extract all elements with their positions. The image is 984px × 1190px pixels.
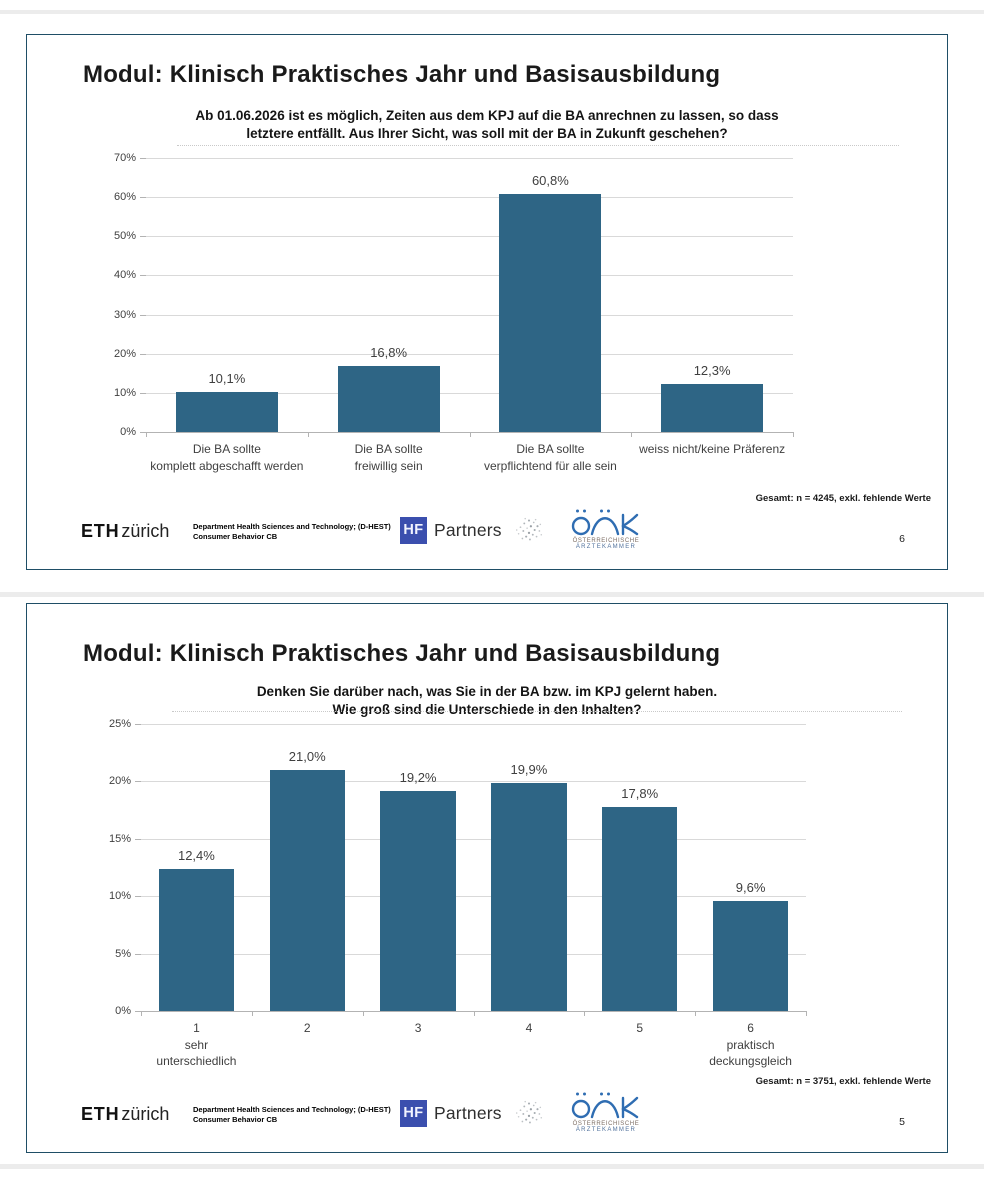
oak-text-line: ÄRZTEKAMMER (575, 544, 637, 550)
oak-logo (566, 507, 646, 550)
bar-value-label: 21,0% (288, 748, 326, 764)
eth-logo-rest: zürich (121, 521, 170, 541)
bar (338, 366, 440, 432)
gridline (146, 236, 793, 237)
hf-logo-mark: HF (400, 517, 427, 544)
bar-value-label: 19,9% (510, 761, 548, 777)
chart-question-line: letztere entfällt. Aus Ihrer Sicht, was soll mit der BA in Zukunft geschehen? (246, 126, 728, 141)
y-axis-tick (135, 954, 141, 955)
hf-logo-mark: HF (400, 1100, 427, 1127)
slide-title: Modul: Klinisch Praktisches Jahr und Basisausbildung (83, 61, 721, 88)
bar (713, 901, 788, 1011)
page-divider (0, 592, 984, 597)
oak-glyph-icon (571, 1090, 641, 1120)
y-tick-label: 60% (113, 191, 136, 204)
sample-size-note: Gesamt: n = 3751, exkl. fehlende Werte (755, 1076, 931, 1087)
y-axis-tick (140, 393, 146, 394)
oak-glyph-icon (571, 507, 641, 537)
x-axis-tick (470, 432, 471, 437)
page-divider (0, 10, 984, 14)
chart-question-line: Denken Sie darüber nach, was Sie in der BA bzw. im KPJ gelernt haben. (256, 684, 718, 699)
bar (176, 392, 278, 432)
department-label (193, 522, 391, 542)
eth-logo-rest: zürich (121, 1104, 170, 1124)
chart-area-border (177, 145, 899, 146)
eth-zurich-logo (81, 521, 169, 542)
page-divider (0, 1164, 984, 1169)
gridline (141, 724, 806, 725)
gridline (141, 839, 806, 840)
y-axis-tick (140, 236, 146, 237)
chart-question (27, 107, 947, 143)
slide-title: Modul: Klinisch Praktisches Jahr und Basisausbildung (83, 640, 721, 667)
gridline (146, 354, 793, 355)
department-label (193, 1105, 391, 1125)
x-category-label: 3 (414, 1021, 422, 1035)
oak-text-line: ÖSTERREICHISCHE (572, 1121, 640, 1127)
chart-area-border (172, 711, 902, 712)
bar-value-label: 16,8% (370, 345, 408, 361)
gridline (146, 197, 793, 198)
department-line: Consumer Behavior CB (193, 1115, 278, 1124)
slide-footer (81, 1090, 927, 1138)
hf-logo-name: Partners (434, 1102, 502, 1123)
x-axis-tick (146, 432, 147, 437)
bar-value-label: 9,6% (735, 879, 766, 895)
gridline (141, 954, 806, 955)
x-category-label: 6 praktisch deckungsgleich (709, 1021, 792, 1068)
y-axis-tick (140, 158, 146, 159)
bar-chart (113, 152, 793, 473)
sample-size-note: Gesamt: n = 4245, exkl. fehlende Werte (755, 493, 931, 504)
eth-logo-bold: ETH (81, 1104, 120, 1124)
x-category-label: 5 (636, 1021, 644, 1035)
bar (602, 807, 677, 1011)
gridline (141, 781, 806, 782)
chart-question (27, 683, 947, 719)
x-axis-tick (793, 432, 794, 437)
y-tick-label: 0% (115, 1005, 131, 1017)
x-category-label: 2 (303, 1021, 311, 1035)
x-category-label: Die BA sollte freiwillig sein (354, 442, 423, 473)
x-axis-tick (584, 1011, 585, 1016)
chart-question-line: Wie groß sind die Unterschiede in den Inhalten? (332, 702, 642, 717)
y-axis-tick (135, 896, 141, 897)
bar (491, 783, 566, 1011)
hf-partners-logo (400, 514, 546, 546)
gridline (146, 275, 793, 276)
x-category-label: 4 (525, 1021, 533, 1035)
department-line: Department Health Sciences and Technology; (D-HEST) (193, 1105, 391, 1114)
gridline (141, 896, 806, 897)
y-tick-label: 25% (108, 718, 131, 730)
bar (661, 384, 763, 432)
oak-logo (566, 1090, 646, 1133)
slide-footer (81, 507, 927, 555)
bar-value-label: 10,1% (208, 371, 246, 387)
chart-question-line: Ab 01.06.2026 ist es möglich, Zeiten aus dem KPJ auf die BA anrechnen zu lassen, so dass (195, 108, 779, 123)
y-tick-label: 0% (120, 426, 136, 438)
x-axis-tick (631, 432, 632, 437)
y-axis-tick (140, 315, 146, 316)
department-line: Department Health Sciences and Technology; (D-HEST) (193, 522, 391, 531)
bar (270, 770, 345, 1011)
network-dots-icon (512, 1097, 546, 1129)
slide-page-5 (26, 603, 948, 1153)
y-tick-label: 15% (108, 832, 131, 845)
x-axis-tick (806, 1011, 807, 1016)
y-tick-label: 10% (113, 386, 136, 399)
y-tick-label: 70% (113, 152, 136, 164)
y-axis-tick (135, 724, 141, 725)
gridline (146, 158, 793, 159)
x-category-label: 1 sehr unterschiedlich (156, 1021, 237, 1068)
network-dots-icon (512, 514, 546, 546)
y-axis-tick (135, 839, 141, 840)
slide-page-6 (26, 34, 948, 570)
eth-logo-bold: ETH (81, 521, 120, 541)
x-axis-tick (695, 1011, 696, 1016)
oak-text-line: ÖSTERREICHISCHE (572, 538, 640, 544)
gridline (146, 315, 793, 316)
y-tick-label: 10% (108, 890, 131, 903)
page-number: 5 (899, 1116, 905, 1128)
y-axis-tick (140, 197, 146, 198)
bar-value-label: 60,8% (531, 173, 569, 189)
hf-partners-logo (400, 1097, 546, 1129)
bar (499, 194, 601, 432)
department-line: Consumer Behavior CB (193, 532, 278, 541)
x-category-label: Die BA sollte komplett abgeschafft werden (150, 442, 304, 473)
x-axis-tick (252, 1011, 253, 1016)
y-tick-label: 50% (113, 230, 136, 243)
x-category-label: Die BA sollte verpflichtend für alle sein (484, 442, 617, 473)
y-axis-tick (140, 275, 146, 276)
eth-zurich-logo (81, 1104, 169, 1125)
y-tick-label: 30% (113, 308, 136, 321)
y-tick-label: 5% (115, 947, 131, 960)
y-tick-label: 20% (113, 347, 136, 360)
page-number: 6 (899, 533, 905, 545)
x-axis-tick (141, 1011, 142, 1016)
bar (159, 869, 234, 1011)
x-axis-tick (474, 1011, 475, 1016)
y-axis-tick (140, 354, 146, 355)
bar (380, 791, 455, 1011)
bar-value-label: 12,4% (177, 847, 215, 863)
bar-value-label: 17,8% (621, 785, 659, 801)
bar-chart (108, 718, 806, 1068)
bar-value-label: 12,3% (693, 362, 731, 378)
bar-value-label: 19,2% (399, 769, 437, 785)
x-axis-tick (308, 432, 309, 437)
x-axis-tick (363, 1011, 364, 1016)
oak-text-line: ÄRZTEKAMMER (575, 1127, 637, 1133)
x-category-label: weiss nicht/keine Präferenz (639, 442, 786, 456)
y-tick-label: 40% (113, 269, 136, 282)
hf-logo-name: Partners (434, 519, 502, 540)
y-tick-label: 20% (108, 775, 131, 788)
y-axis-tick (135, 781, 141, 782)
